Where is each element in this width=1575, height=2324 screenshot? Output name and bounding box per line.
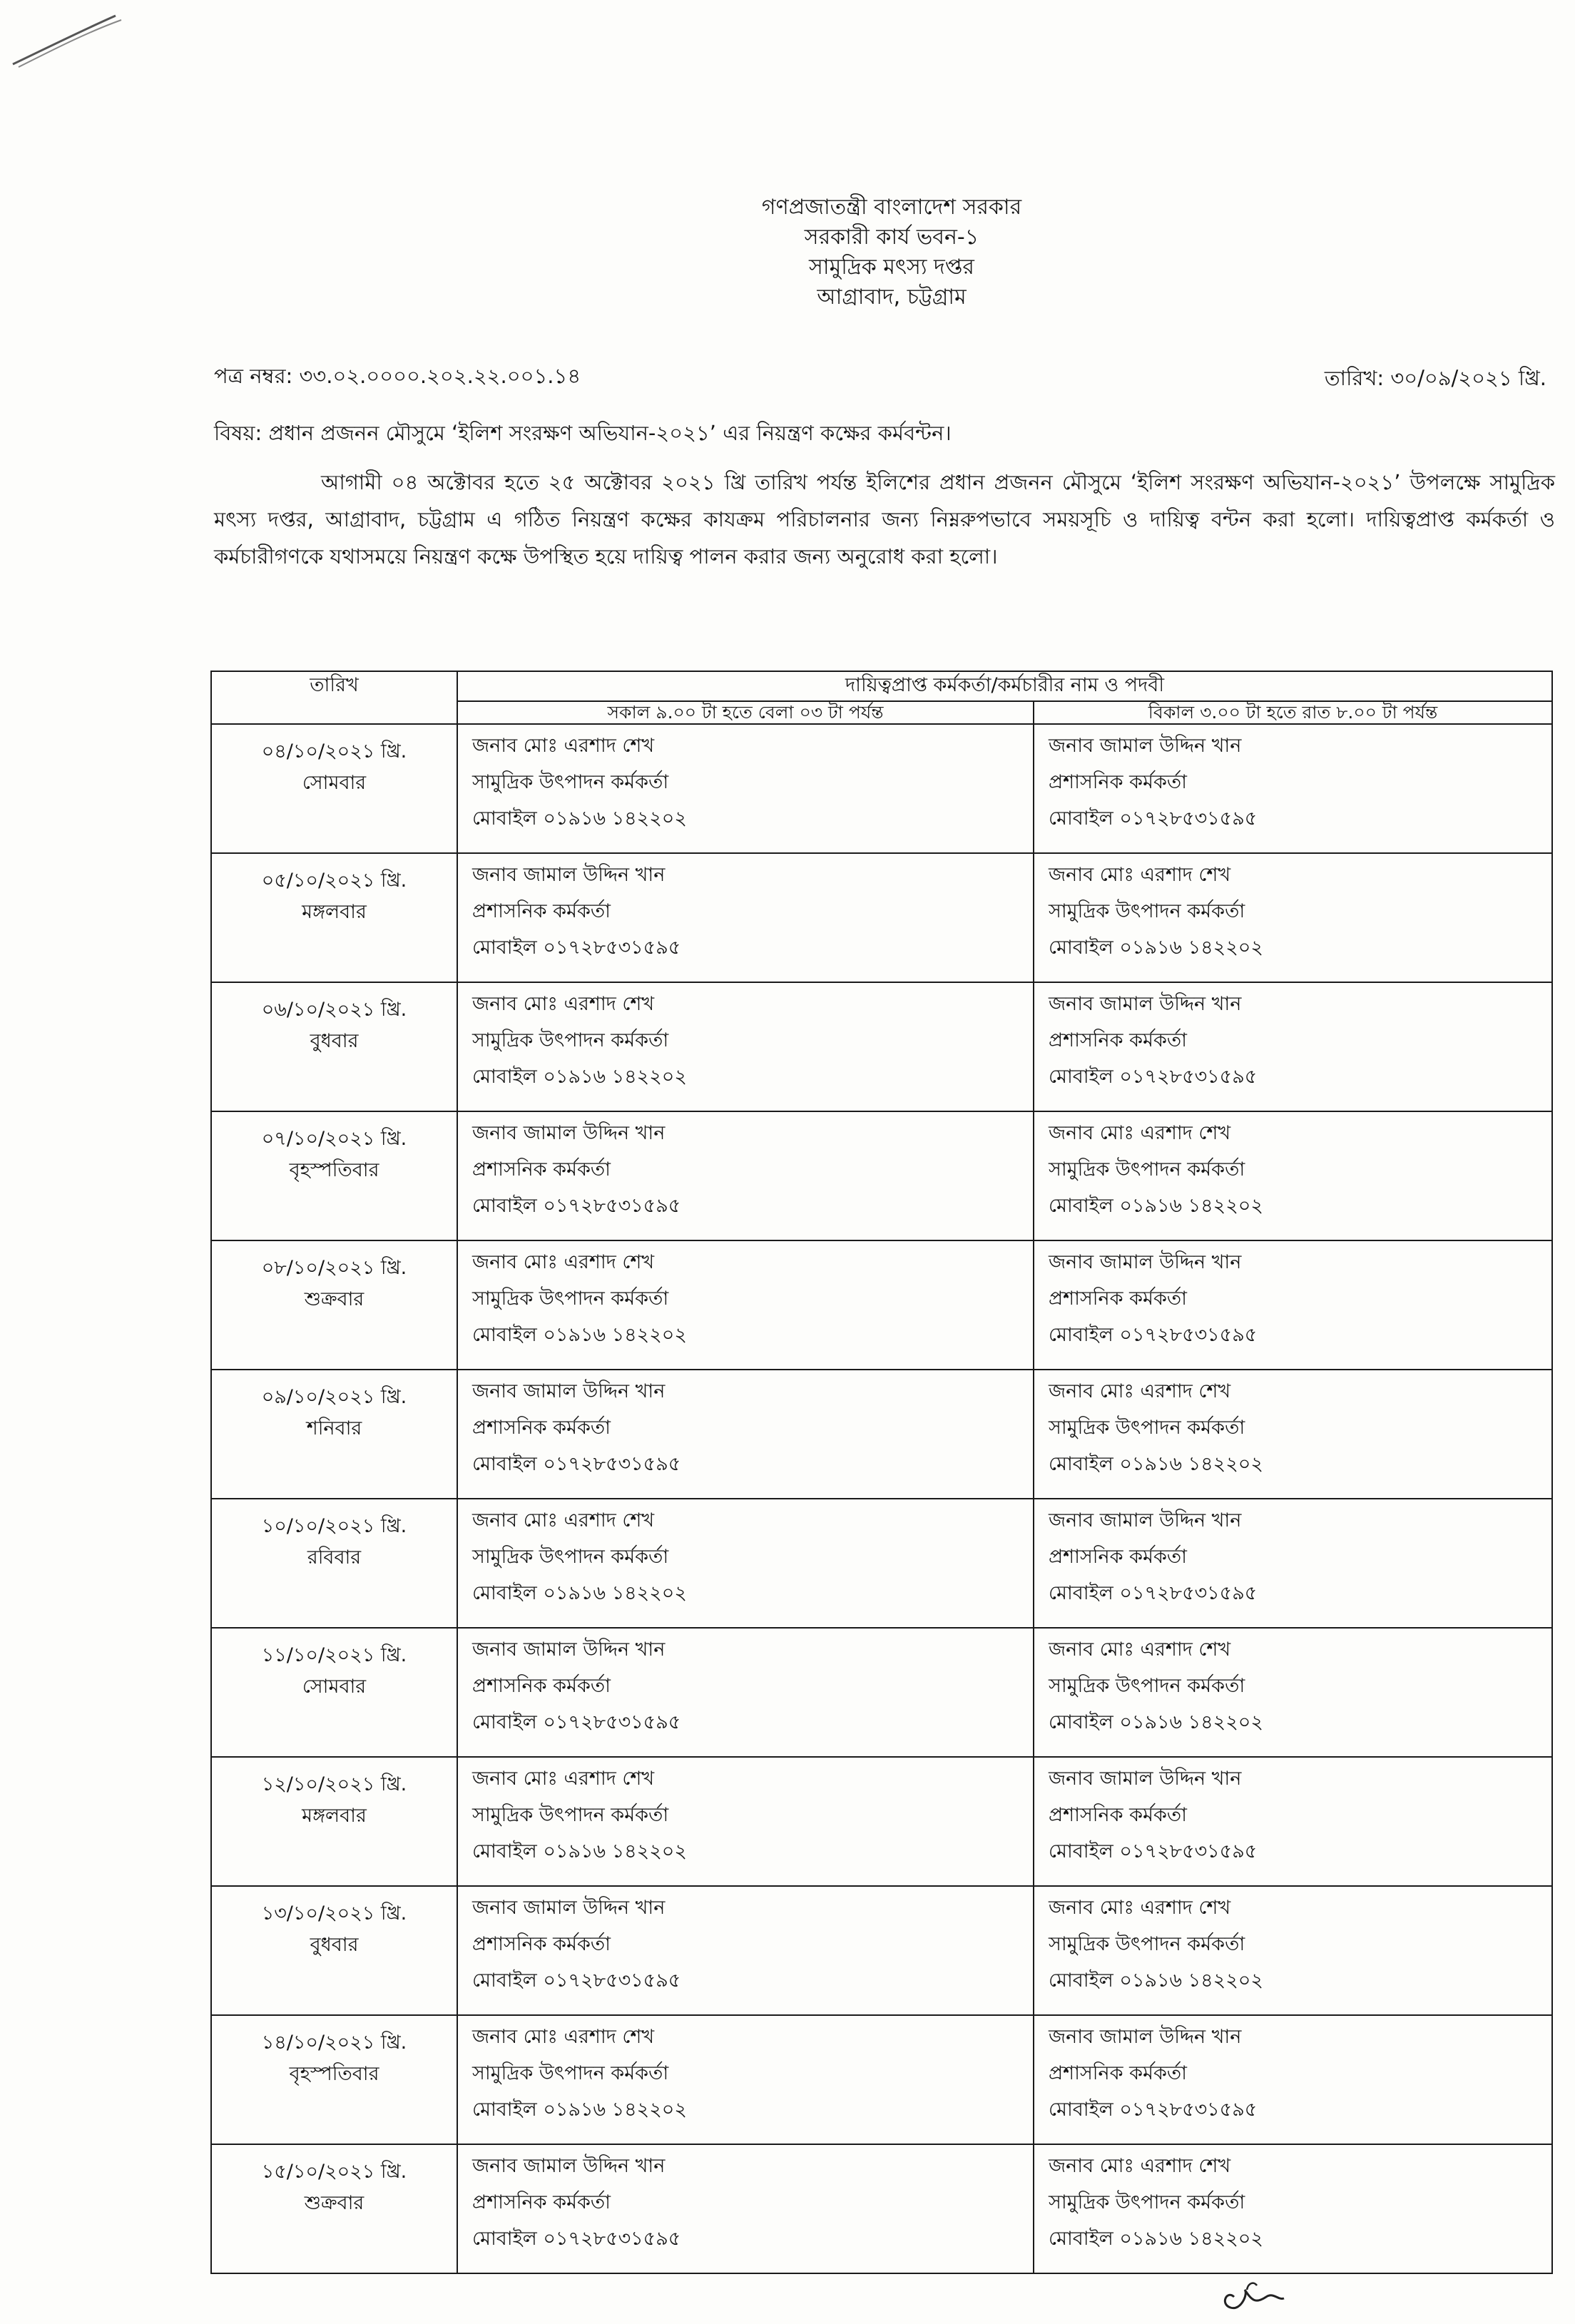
morning-duty-cell (457, 982, 1034, 1111)
officer-title: সামুদ্রিক উৎপাদন কর্মকর্তা (1049, 2191, 1245, 2213)
officer-phone: মোবাইল ০১৭২৮৫৩১৫৯৫ (1049, 1066, 1258, 1088)
date-cell (211, 2144, 457, 2273)
table-row (211, 1886, 1552, 2015)
officer-title: প্রশাসনিক কর্মকর্তা (472, 1675, 611, 1697)
letterhead (642, 193, 1141, 312)
officer-title: প্রশাসনিক কর্মকর্তা (472, 1417, 611, 1439)
officer-name: জনাব মোঃ এরশাদ শেখ (1049, 864, 1231, 886)
office-address: আগ্রাবাদ, চট্টগ্রাম (817, 285, 967, 310)
officer-phone: মোবাইল ০১৯১৬ ১৪২২০২ (1049, 1453, 1263, 1475)
officer-name: জনাব মোঃ এরশাদ শেখ (472, 2026, 655, 2048)
officer-title: প্রশাসনিক কর্মকর্তা (1049, 771, 1187, 793)
officer-name: জনাব জামাল উদ্দিন খান (472, 1897, 666, 1919)
morning-duty-cell (457, 1111, 1034, 1240)
row-date: ০৫/১০/২০২১ খ্রি. (261, 870, 407, 892)
officer-title: প্রশাসনিক কর্মকর্তা (1049, 1546, 1187, 1568)
officer-title: সামুদ্রিক উৎপাদন কর্মকর্তা (1049, 1417, 1245, 1439)
evening-duty-cell (1034, 1628, 1552, 1757)
morning-duty-cell (457, 724, 1034, 853)
row-day: মঙ্গলবার (302, 1805, 367, 1827)
officer-phone: মোবাইল ০১৭২৮৫৩১৫৯৫ (1049, 807, 1258, 830)
date-cell (211, 1370, 457, 1499)
officer-phone: মোবাইল ০১৯১৬ ১৪২২০২ (1049, 1969, 1263, 1992)
morning-duty-cell (457, 853, 1034, 982)
officer-phone: মোবাইল ০১৯১৬ ১৪২২০২ (472, 1324, 687, 1346)
initials-signature (1213, 2268, 1298, 2318)
body-text: আগামী ০৪ অক্টোবর হতে ২৫ অক্টোবর ২০২১ খ্রি তারিখ পর্যন্ত ইলিশের প্রধান প্রজনন মৌসুমে ‘ইলিশ সংরক্ষণ অভিযান-২০২১’ উপলক্ষে সামুদ্রিক মৎস্য দপ্তর, আগ্রাবাদ, চট্টগ্রাম এ গঠিত নিয়ন্ত্রণ কক্ষের কাযক্রম পরিচালনার জন্য নিম্নরুপভাবে সময়সূচি ও দায়িত্ব বন্টন করা হলো। দায়িত্বপ্রাপ্ত কর্মকর্তা ও কর্মচারীগণকে যথাসময়ে নিয়ন্ত্রণ কক্ষে উপস্থিত হয়ে দায়িত্ব পালন করার জন্য অনুরোধ করা হলো। (214, 470, 1555, 569)
column-header-evening: বিকাল ৩.০০ টা হতে রাত ৮.০০ টা পর্যন্ত (1034, 701, 1552, 724)
column-header-date: তারিখ (211, 671, 457, 724)
table-row (211, 2144, 1552, 2273)
evening-duty-cell (1034, 2144, 1552, 2273)
date-cell (211, 1886, 457, 2015)
row-date: ১০/১০/২০২১ খ্রি. (261, 1515, 407, 1537)
officer-phone: মোবাইল ০১৯১৬ ১৪২২০২ (472, 1840, 687, 1862)
evening-duty-cell (1034, 1886, 1552, 2015)
officer-name: জনাব মোঃ এরশাদ শেখ (472, 1768, 655, 1790)
body-paragraph (214, 464, 1555, 575)
officer-name: জনাব মোঃ এরশাদ শেখ (1049, 1380, 1231, 1402)
letter-date: তারিখ: ৩০/০৯/২০২১ খ্রি. (1324, 366, 1546, 390)
officer-title: সামুদ্রিক উৎপাদন কর্মকর্তা (1049, 1933, 1245, 1955)
evening-duty-cell (1034, 1757, 1552, 1886)
date-cell (211, 724, 457, 853)
officer-phone: মোবাইল ০১৭২৮৫৩১৫৯৫ (472, 1453, 681, 1475)
morning-duty-cell (457, 1628, 1034, 1757)
officer-name: জনাব মোঃ এরশাদ শেখ (472, 735, 655, 757)
officer-title: সামুদ্রিক উৎপাদন কর্মকর্তা (472, 1546, 669, 1568)
evening-duty-cell (1034, 982, 1552, 1111)
morning-duty-cell (457, 1499, 1034, 1628)
officer-name: জনাব জামাল উদ্দিন খান (472, 864, 666, 886)
officer-name: জনাব জামাল উদ্দিন খান (1049, 1768, 1242, 1790)
officer-title: প্রশাসনিক কর্মকর্তা (472, 900, 611, 922)
officer-phone: মোবাইল ০১৯১৬ ১৪২২০২ (472, 807, 687, 830)
row-day: শুক্রবার (304, 2192, 365, 2214)
officer-phone: মোবাইল ০১৭২৮৫৩১৫৯৫ (1049, 1324, 1258, 1346)
officer-phone: মোবাইল ০১৯১৬ ১৪২২০২ (1049, 2228, 1263, 2250)
officer-phone: মোবাইল ০১৭২৮৫৩১৫৯৫ (472, 2228, 681, 2250)
date-cell (211, 853, 457, 982)
building-name: সরকারী কার্য ভবন-১ (804, 225, 979, 250)
officer-title: প্রশাসনিক কর্মকর্তা (1049, 1029, 1187, 1051)
date-cell (211, 982, 457, 1111)
table-row (211, 1370, 1552, 1499)
officer-phone: মোবাইল ০১৭২৮৫৩১৫৯৫ (472, 1969, 681, 1992)
date-cell (211, 2015, 457, 2144)
officer-name: জনাব জামাল উদ্দিন খান (472, 1380, 666, 1402)
table-row (211, 982, 1552, 1111)
officer-title: সামুদ্রিক উৎপাদন কর্মকর্তা (1049, 1675, 1245, 1697)
officer-title: সামুদ্রিক উৎপাদন কর্মকর্তা (472, 771, 669, 793)
officer-phone: মোবাইল ০১৯১৬ ১৪২২০২ (1049, 1195, 1263, 1217)
evening-duty-cell (1034, 1499, 1552, 1628)
officer-name: জনাব মোঃ এরশাদ শেখ (1049, 1897, 1231, 1919)
officer-title: প্রশাসনিক কর্মকর্তা (472, 1158, 611, 1181)
row-date: ০৯/১০/২০২১ খ্রি. (261, 1386, 407, 1408)
officer-name: জনাব মোঃ এরশাদ শেখ (472, 993, 655, 1015)
officer-name: জনাব জামাল উদ্দিন খান (472, 2155, 666, 2177)
row-date: ০৪/১০/২০২১ খ্রি. (261, 740, 407, 763)
row-date: ১৩/১০/২০২১ খ্রি. (261, 1902, 407, 1925)
table-row (211, 1499, 1552, 1628)
date-cell (211, 1757, 457, 1886)
row-day: শনিবার (306, 1417, 362, 1439)
pen-stroke-mark (7, 7, 128, 71)
officer-name: জনাব মোঃ এরশাদ শেখ (1049, 1122, 1231, 1144)
officer-name: জনাব জামাল উদ্দিন খান (1049, 2026, 1242, 2048)
officer-name: জনাব মোঃ এরশাদ শেখ (1049, 1638, 1231, 1661)
table-row (211, 1757, 1552, 1886)
row-day: বৃহস্পতিবার (289, 1159, 379, 1181)
row-date: ১১/১০/২০২১ খ্রি. (261, 1644, 407, 1666)
row-date: ১২/১০/২০২১ খ্রি. (261, 1773, 407, 1795)
officer-name: জনাব জামাল উদ্দিন খান (472, 1638, 666, 1661)
evening-duty-cell (1034, 1240, 1552, 1370)
officer-phone: মোবাইল ০১৯১৬ ১৪২২০২ (472, 2099, 687, 2121)
row-day: বৃহস্পতিবার (289, 2063, 379, 2085)
row-day: শুক্রবার (304, 1288, 365, 1310)
evening-duty-cell (1034, 724, 1552, 853)
row-date: ১৪/১০/২০২১ খ্রি. (261, 2032, 407, 2054)
officer-title: সামুদ্রিক উৎপাদন কর্মকর্তা (1049, 900, 1245, 922)
officer-title: সামুদ্রিক উৎপাদন কর্মকর্তা (1049, 1158, 1245, 1181)
evening-duty-cell (1034, 2015, 1552, 2144)
row-day: সোমবার (302, 1676, 367, 1698)
morning-duty-cell (457, 1240, 1034, 1370)
duty-schedule-table (210, 671, 1553, 2274)
office-name: সামুদ্রিক মৎস্য দপ্তর (809, 255, 974, 280)
table-row (211, 2015, 1552, 2144)
table-row (211, 1240, 1552, 1370)
officer-phone: মোবাইল ০১৭২৮৫৩১৫৯৫ (472, 937, 681, 959)
officer-name: জনাব জামাল উদ্দিন খান (472, 1122, 666, 1144)
officer-name: জনাব জামাল উদ্দিন খান (1049, 1509, 1242, 1532)
table-row (211, 724, 1552, 853)
govt-name: গণপ্রজাতন্ত্রী বাংলাদেশ সরকার (761, 195, 1022, 220)
officer-phone: মোবাইল ০১৭২৮৫৩১৫৯৫ (472, 1195, 681, 1217)
officer-title: প্রশাসনিক কর্মকর্তা (1049, 1804, 1187, 1826)
officer-title: সামুদ্রিক উৎপাদন কর্মকর্তা (472, 1288, 669, 1310)
evening-duty-cell (1034, 853, 1552, 982)
table-row (211, 1111, 1552, 1240)
officer-title: সামুদ্রিক উৎপাদন কর্মকর্তা (472, 2062, 669, 2084)
officer-phone: মোবাইল ০১৭২৮৫৩১৫৯৫ (1049, 1582, 1258, 1604)
date-cell (211, 1240, 457, 1370)
officer-title: প্রশাসনিক কর্মকর্তা (1049, 2062, 1187, 2084)
officer-name: জনাব মোঃ এরশাদ শেখ (472, 1251, 655, 1273)
officer-name: জনাব মোঃ এরশাদ শেখ (1049, 2155, 1231, 2177)
officer-name: জনাব জামাল উদ্দিন খান (1049, 1251, 1242, 1273)
row-day: বুধবার (310, 1030, 359, 1052)
row-day: মঙ্গলবার (302, 901, 367, 923)
morning-duty-cell (457, 1757, 1034, 1886)
morning-duty-cell (457, 2144, 1034, 2273)
row-date: ১৫/১০/২০২১ খ্রি. (261, 2161, 407, 2183)
row-date: ০৬/১০/২০২১ খ্রি. (261, 999, 407, 1021)
officer-phone: মোবাইল ০১৯১৬ ১৪২২০২ (1049, 1711, 1263, 1733)
morning-duty-cell (457, 1886, 1034, 2015)
officer-name: জনাব জামাল উদ্দিন খান (1049, 735, 1242, 757)
row-day: রবিবার (307, 1546, 362, 1569)
officer-title: সামুদ্রিক উৎপাদন কর্মকর্তা (472, 1804, 669, 1826)
table-row (211, 853, 1552, 982)
officer-phone: মোবাইল ০১৭২৮৫৩১৫৯৫ (472, 1711, 681, 1733)
officer-title: সামুদ্রিক উৎপাদন কর্মকর্তা (472, 1029, 669, 1051)
table-row (211, 1628, 1552, 1757)
date-cell (211, 1628, 457, 1757)
officer-name: জনাব মোঃ এরশাদ শেখ (472, 1509, 655, 1532)
officer-phone: মোবাইল ০১৭২৮৫৩১৫৯৫ (1049, 2099, 1258, 2121)
date-cell (211, 1111, 457, 1240)
row-date: ০৭/১০/২০২১ খ্রি. (261, 1128, 407, 1150)
date-cell (211, 1499, 457, 1628)
evening-duty-cell (1034, 1370, 1552, 1499)
evening-duty-cell (1034, 1111, 1552, 1240)
officer-phone: মোবাইল ০১৭২৮৫৩১৫৯৫ (1049, 1840, 1258, 1862)
officer-phone: মোবাইল ০১৯১৬ ১৪২২০২ (472, 1066, 687, 1088)
row-day: সোমবার (302, 772, 367, 794)
column-header-person: দায়িত্বপ্রাপ্ত কর্মকর্তা/কর্মচারীর নাম ও পদবী (457, 671, 1552, 701)
officer-title: প্রশাসনিক কর্মকর্তা (1049, 1288, 1187, 1310)
subject-line: বিষয়: প্রধান প্রজনন মৌসুমে ‘ইলিশ সংরক্ষণ অভিযান-২০২১’ এর নিয়ন্ত্রণ কক্ষের কর্মবন্টন। (214, 421, 952, 445)
column-header-morning: সকাল ৯.০০ টা হতে বেলা ০৩ টা পর্যন্ত (457, 701, 1034, 724)
morning-duty-cell (457, 1370, 1034, 1499)
officer-title: প্রশাসনিক কর্মকর্তা (472, 2191, 611, 2213)
officer-phone: মোবাইল ০১৯১৬ ১৪২২০২ (472, 1582, 687, 1604)
schedule-body (211, 724, 1552, 2273)
officer-title: প্রশাসনিক কর্মকর্তা (472, 1933, 611, 1955)
officer-phone: মোবাইল ০১৯১৬ ১৪২২০২ (1049, 937, 1263, 959)
row-date: ০৮/১০/২০২১ খ্রি. (261, 1257, 407, 1279)
row-day: বুধবার (310, 1934, 359, 1956)
reference-number: পত্র নম্বর: ৩৩.০২.০০০০.২০২.২২.০০১.১৪ (214, 364, 581, 388)
officer-name: জনাব জামাল উদ্দিন খান (1049, 993, 1242, 1015)
morning-duty-cell (457, 2015, 1034, 2144)
